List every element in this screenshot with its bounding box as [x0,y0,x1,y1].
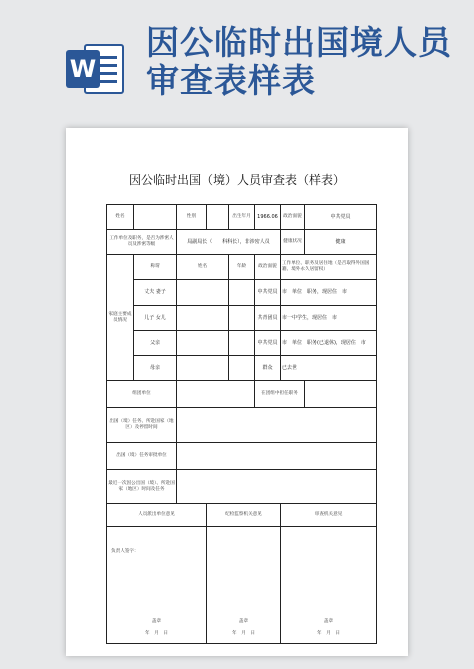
family-work-header: 工作单位、职务及居住地（是否取得外国国籍、境外永久居留权） [281,255,377,280]
family-member-row [107,330,377,355]
family-member-row [107,280,377,305]
document-title: 因公临时出国（境）人员审查表（样表） [128,173,345,187]
birth-label: 出生年月 [229,205,255,230]
family-politics[interactable]: 中共党员 [255,280,281,305]
gender-value[interactable] [207,205,229,230]
family-relation[interactable]: 丈夫 妻子 [134,280,177,305]
family-header-row [107,255,377,280]
review-form-table [106,204,377,644]
word-badge: W [66,50,100,88]
signer-label: 负责人签字： [111,549,139,555]
politics-value[interactable]: 中共党员 [305,205,377,230]
approval-col1-header: 人员派出单位意见 [107,504,207,527]
family-relation[interactable]: 母亲 [134,355,177,380]
funding-value[interactable] [177,442,377,469]
document-page [66,128,408,656]
health-value[interactable]: 健康 [305,230,377,255]
family-age[interactable] [229,280,255,305]
approval-unit-row [107,442,377,469]
header-banner [0,0,474,120]
family-name[interactable] [177,305,229,330]
family-relation-header: 称谓 [134,255,177,280]
date-label: 年 月 日 [145,631,168,636]
approval-col1-sign[interactable] [107,527,207,644]
politics-label: 政治面貌 [281,205,305,230]
approval-col3-header: 审查机关意见 [281,504,377,527]
work-value[interactable]: 局副局长（ 科科长），非涉密人员 [177,230,281,255]
family-name[interactable] [177,355,229,380]
family-politics[interactable]: 中共党员 [255,330,281,355]
seal-label: 盖章 [151,619,162,624]
name-label: 姓名 [107,205,134,230]
family-work[interactable]: 已去世 [281,355,377,380]
approval-col3-sign[interactable] [281,527,377,644]
family-politics[interactable]: 群众 [255,355,281,380]
dept-value[interactable] [177,380,255,407]
seal-label: 盖章 [323,619,334,624]
duty-label: 在团组中担任职务 [255,380,305,407]
family-relation[interactable]: 儿子 女儿 [134,305,177,330]
approval-col2-header: 纪检监察机关意见 [207,504,281,527]
date-label: 年 月 日 [317,631,340,636]
birth-value[interactable]: 1966.06 [255,205,281,230]
task-label: 出国（境）任务、所赴国家（地区）及停留时间 [107,408,177,442]
name-value[interactable] [134,205,177,230]
family-section-label: 家庭主要成员情况 [107,255,134,381]
family-work[interactable]: 市一中学生，现居住 市 [281,305,377,330]
seal-label: 盖章 [238,619,249,624]
approval-header-row [107,504,377,527]
delegation-row [107,380,377,407]
task-value[interactable] [177,408,377,442]
last-trip-value[interactable] [177,470,377,504]
last-trip-row [107,470,377,504]
task-row [107,408,377,442]
family-name-header: 姓名 [177,255,229,280]
family-name[interactable] [177,330,229,355]
work-label: 工作单位及职务，是否为涉密人员及涉密等级 [107,230,177,255]
banner-title: 因公临时出国境人员审查表样表 [146,23,452,100]
family-member-row [107,305,377,330]
family-age-header: 年龄 [229,255,255,280]
family-work[interactable]: 市 单位 职务(已退休)，现居住 市 [281,330,377,355]
dept-label: 组团单位 [107,380,177,407]
funding-label: 出国（境）任务审批单位 [107,442,177,469]
duty-value[interactable] [305,380,377,407]
gender-label: 性别 [177,205,207,230]
approval-sign-row [107,527,377,644]
work-info-row [107,230,377,255]
approval-col2-sign[interactable] [207,527,281,644]
family-politics[interactable]: 共青团员 [255,305,281,330]
date-label: 年 月 日 [232,631,255,636]
family-name[interactable] [177,280,229,305]
basic-info-row [107,205,377,230]
family-age[interactable] [229,305,255,330]
family-member-row [107,355,377,380]
family-age[interactable] [229,330,255,355]
word-document-icon [66,40,126,98]
family-age[interactable] [229,355,255,380]
health-label: 健康状况 [281,230,305,255]
family-relation[interactable]: 父亲 [134,330,177,355]
family-work[interactable]: 市 单位 职务，现居住 市 [281,280,377,305]
family-politics-header: 政治面貌 [255,255,281,280]
last-trip-label: 最近一次因公出国（境）、所赴国家（地区）时间及任务 [107,470,177,504]
